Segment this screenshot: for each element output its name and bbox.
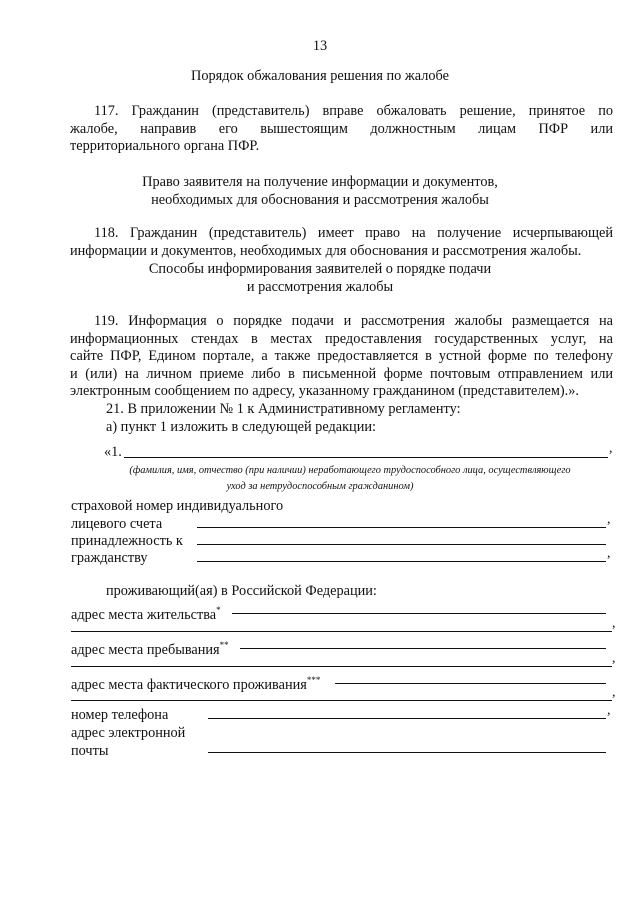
phone-label: номер телефона xyxy=(71,707,169,723)
full-name-caption: (фамилия, имя, отчество (при наличии) неработающего трудоспособного лица, осуществляющего xyxy=(129,465,571,476)
subheading-informing-methods: Способы информирования заявителей о порядке подачи xyxy=(148,261,492,277)
address-actual-label xyxy=(71,671,320,694)
address-residence-line-2 xyxy=(71,631,612,632)
citizenship-label: принадлежность к xyxy=(71,533,183,549)
phone-comma: , xyxy=(607,703,611,718)
snils-comma: , xyxy=(607,512,611,527)
citizenship-line-2 xyxy=(197,561,606,562)
paragraph-21: 21. В приложении № 1 к Административному регламенту: xyxy=(106,401,461,417)
address-actual-line-1 xyxy=(335,683,606,684)
section-heading: Порядок обжалования решения по жалобе xyxy=(191,68,449,84)
footnote-mark-3: *** xyxy=(306,675,321,685)
paragraph-119-line: электронным сообщением по адресу, указанному гражданином (представителем).». xyxy=(70,383,579,400)
address-actual-comma: , xyxy=(612,685,616,700)
address-residence-text: адрес места жительства xyxy=(71,606,217,623)
citizenship-comma: , xyxy=(607,546,611,561)
citizenship-label-cont: гражданству xyxy=(71,550,148,566)
full-name-line xyxy=(124,457,608,458)
address-stay-label xyxy=(71,636,229,659)
email-line xyxy=(208,752,606,753)
full-name-comma: , xyxy=(609,441,613,456)
address-stay-text: адрес места пребывания xyxy=(71,641,220,658)
paragraph-117-line: территориального органа ПФР. xyxy=(70,138,260,155)
subheading-right-to-information-cont: необходимых для обоснования и рассмотрения жалобы xyxy=(151,192,489,208)
subheading-right-to-information: Право заявителя на получение информации и документов, xyxy=(142,174,498,190)
paragraph-118-line: 118. Гражданин (представитель) имеет право на получение исчерпывающей xyxy=(94,225,613,241)
email-label-cont: почты xyxy=(71,743,109,759)
address-residence-label xyxy=(71,601,221,624)
paragraph-118 xyxy=(70,225,613,260)
snils-label-cont: лицевого счета xyxy=(71,516,163,532)
paragraph-117-line: 117. Гражданин (представитель) вправе обжаловать решение, принятое по xyxy=(94,103,613,119)
address-actual-line-2 xyxy=(71,700,612,701)
paragraph-119 xyxy=(70,313,613,401)
paragraph-119-line: информационных стендах в местах предоставления государственных услуг, на xyxy=(70,330,613,347)
paragraph-21a: а) пункт 1 изложить в следующей редакции: xyxy=(106,419,376,435)
address-actual-text: адрес места фактического проживания xyxy=(71,676,307,693)
address-stay-line-1 xyxy=(240,648,606,649)
paragraph-118-line: информации и документов, необходимых для обоснования и рассмотрения жалобы. xyxy=(70,242,582,259)
paragraph-117-line: жалобе, направив его вышестоящим должностным лицам ПФР или xyxy=(70,120,613,137)
email-label: адрес электронной xyxy=(71,725,186,741)
full-name-caption-cont: уход за нетрудоспособным гражданином) xyxy=(226,481,414,492)
footnote-mark-1: * xyxy=(216,605,221,615)
residing-label: проживающий(ая) в Российской Федерации: xyxy=(106,583,377,599)
address-stay-comma: , xyxy=(612,651,616,666)
snils-label: страховой номер индивидуального xyxy=(71,498,284,514)
footnote-mark-2: ** xyxy=(219,640,229,650)
address-stay-line-2 xyxy=(71,666,612,667)
form-item-prefix: «1. xyxy=(104,444,122,460)
address-residence-line-1 xyxy=(232,613,606,614)
snils-line xyxy=(197,527,606,528)
citizenship-line-1 xyxy=(197,544,606,545)
phone-line xyxy=(208,718,606,719)
address-residence-comma: , xyxy=(612,616,616,631)
paragraph-119-line: сайте ПФР, Едином портале, а также предоставляется в устной форме по телефону xyxy=(70,348,613,365)
paragraph-117 xyxy=(70,103,613,156)
page-number: 13 xyxy=(312,38,328,54)
paragraph-119-line: и (или) на личном приеме либо в письменной форме почтовым отправлением или xyxy=(70,365,613,382)
subheading-informing-methods-cont: и рассмотрения жалобы xyxy=(246,279,394,295)
paragraph-119-line: 119. Информация о порядке подачи и рассмотрения жалобы размещается на xyxy=(94,313,613,329)
